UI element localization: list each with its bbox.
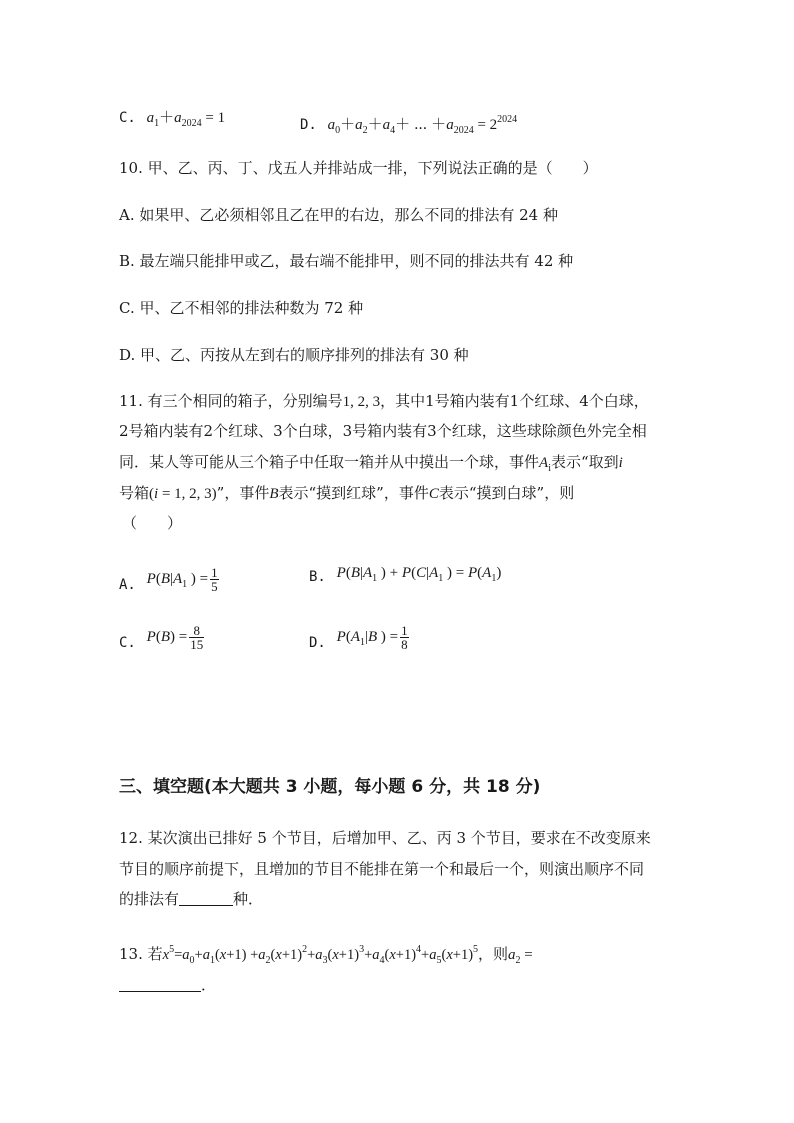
var-i: i	[618, 455, 623, 471]
q9-option-c-expression: $a_1+a_{2024} = 1$	[146, 110, 226, 129]
event-c: C	[428, 486, 439, 502]
q13-equation: $x^5=a_0+a_1(x+1) +a_2(x+1)^2+a_3(x+1)^3+a_4(x+1)^4+a_5(x+1)^5$	[162, 944, 479, 966]
fraction-denominator: 5	[211, 579, 218, 594]
q10-option-a: A. 如果甲、乙必须相邻且乙在甲的右边，那么不同的排法有 24 种	[119, 206, 558, 224]
q11-option-a	[119, 566, 221, 595]
q11-option-c-expression: P(B) = $\frac{8}{15}$	[146, 623, 204, 652]
fraction-numerator: 8	[189, 624, 204, 638]
q11-text: 表示“取到	[550, 453, 619, 471]
q11-line-4	[119, 483, 574, 504]
q13-line-1	[119, 940, 533, 971]
option-label: B.	[309, 569, 326, 585]
q12-line-3	[119, 889, 263, 909]
q10-stem: 10. 甲、乙、丙、丁、戊五人并排站成一排，下列说法正确的是（ ）	[119, 159, 598, 177]
q10-option-c: C. 甲、乙不相邻的排法种数为 72 种	[119, 299, 364, 317]
option-label: A.	[119, 576, 136, 593]
q11-text: ”，事件	[216, 484, 270, 502]
q11-text: 11. 有三个相同的箱子，分别编号	[119, 392, 343, 410]
q11-text: 表示“摸到红球”，事件	[278, 484, 429, 502]
q10-option-b: B. 最左端只能排甲或乙，最右端不能排甲，则不同的排法共有 42 种	[119, 252, 574, 270]
q10-option-d: D. 甲、乙、丙按从左到右的顺序排列的排法有 30 种	[119, 346, 469, 364]
q9-option-c	[119, 107, 225, 134]
q12-line-1: 12. 某次演出已排好 5 个节目，后增加甲、乙、丙 3 个节目，要求在不改变原来	[119, 829, 651, 847]
q11-text: 同．某人等可能从三个箱子中任取一箱并从中摸出一个球，事件	[119, 453, 540, 471]
option-label: D.	[300, 117, 317, 133]
q11-option-b-expression: $P(B|A_1$ ) + $P(C|A_1$ ) = $P(A_1)$	[336, 565, 502, 584]
q11-option-d-expression: $P(A_1|B$ ) = $\frac{1}{8}$	[336, 623, 408, 652]
fraction	[210, 566, 219, 593]
section-title: 三、填空题(本大题共 3 小题，每小题 6 分，共 18 分)	[119, 777, 541, 797]
option-label: D.	[309, 634, 326, 651]
q9-option-d	[300, 110, 517, 141]
q11-option-a-expression: $P(B|A_1$ ) = $\frac{1}{5}$	[146, 565, 218, 594]
fraction-numerator: 1	[211, 565, 218, 580]
fraction-denominator: 8	[401, 637, 408, 652]
q9-option-d-expression: $a_0+a_2+a_4+$ ⋯ $+a_{2024} = 2^{2024}$	[327, 114, 518, 136]
i-range: (i = 1, 2, 3)	[149, 486, 217, 502]
q12-text: 种．	[233, 890, 264, 908]
fraction-numerator: 1	[401, 623, 408, 638]
event-ai: $A_i$	[539, 455, 551, 474]
q11-answer-paren: （ ）	[122, 514, 183, 532]
fraction	[400, 624, 409, 651]
q11-line-2: 2号箱内装有2个红球、3个白球，3号箱内装有3个红球，这些球除颜色外完全相	[119, 422, 647, 440]
q13-target: $a_2$ =	[508, 947, 533, 966]
fraction-denominator: 15	[190, 637, 204, 652]
q11-text: 表示“摸到白球”，则	[438, 484, 575, 502]
q11-text: ，其中1号箱内装有1个红球、4个白球，	[380, 392, 649, 410]
option-label: C.	[119, 634, 136, 651]
fraction	[189, 624, 204, 651]
event-b: B	[269, 486, 279, 502]
q12-text: 的排法有	[119, 890, 180, 908]
q12-line-2: 节目的顺序前提下，且增加的节目不能排在第一个和最后一个，则演出顺序不同	[119, 860, 645, 878]
q11-option-b	[309, 562, 501, 589]
q13-text: ，则	[478, 945, 509, 963]
option-label: C.	[119, 110, 136, 126]
q11-option-c	[119, 624, 206, 651]
q11-option-d	[309, 624, 411, 653]
q11-box-numbers: 1, 2, 3	[342, 394, 381, 410]
answer-blank[interactable]	[119, 977, 201, 992]
q11-line-3	[119, 452, 623, 479]
q11-text: 号箱	[119, 484, 150, 502]
q13-text: ．	[201, 976, 217, 994]
answer-blank[interactable]	[179, 891, 233, 906]
q13-text: 13. 若	[119, 945, 163, 963]
q11-line-1	[119, 391, 649, 412]
q13-line-2	[119, 975, 216, 995]
